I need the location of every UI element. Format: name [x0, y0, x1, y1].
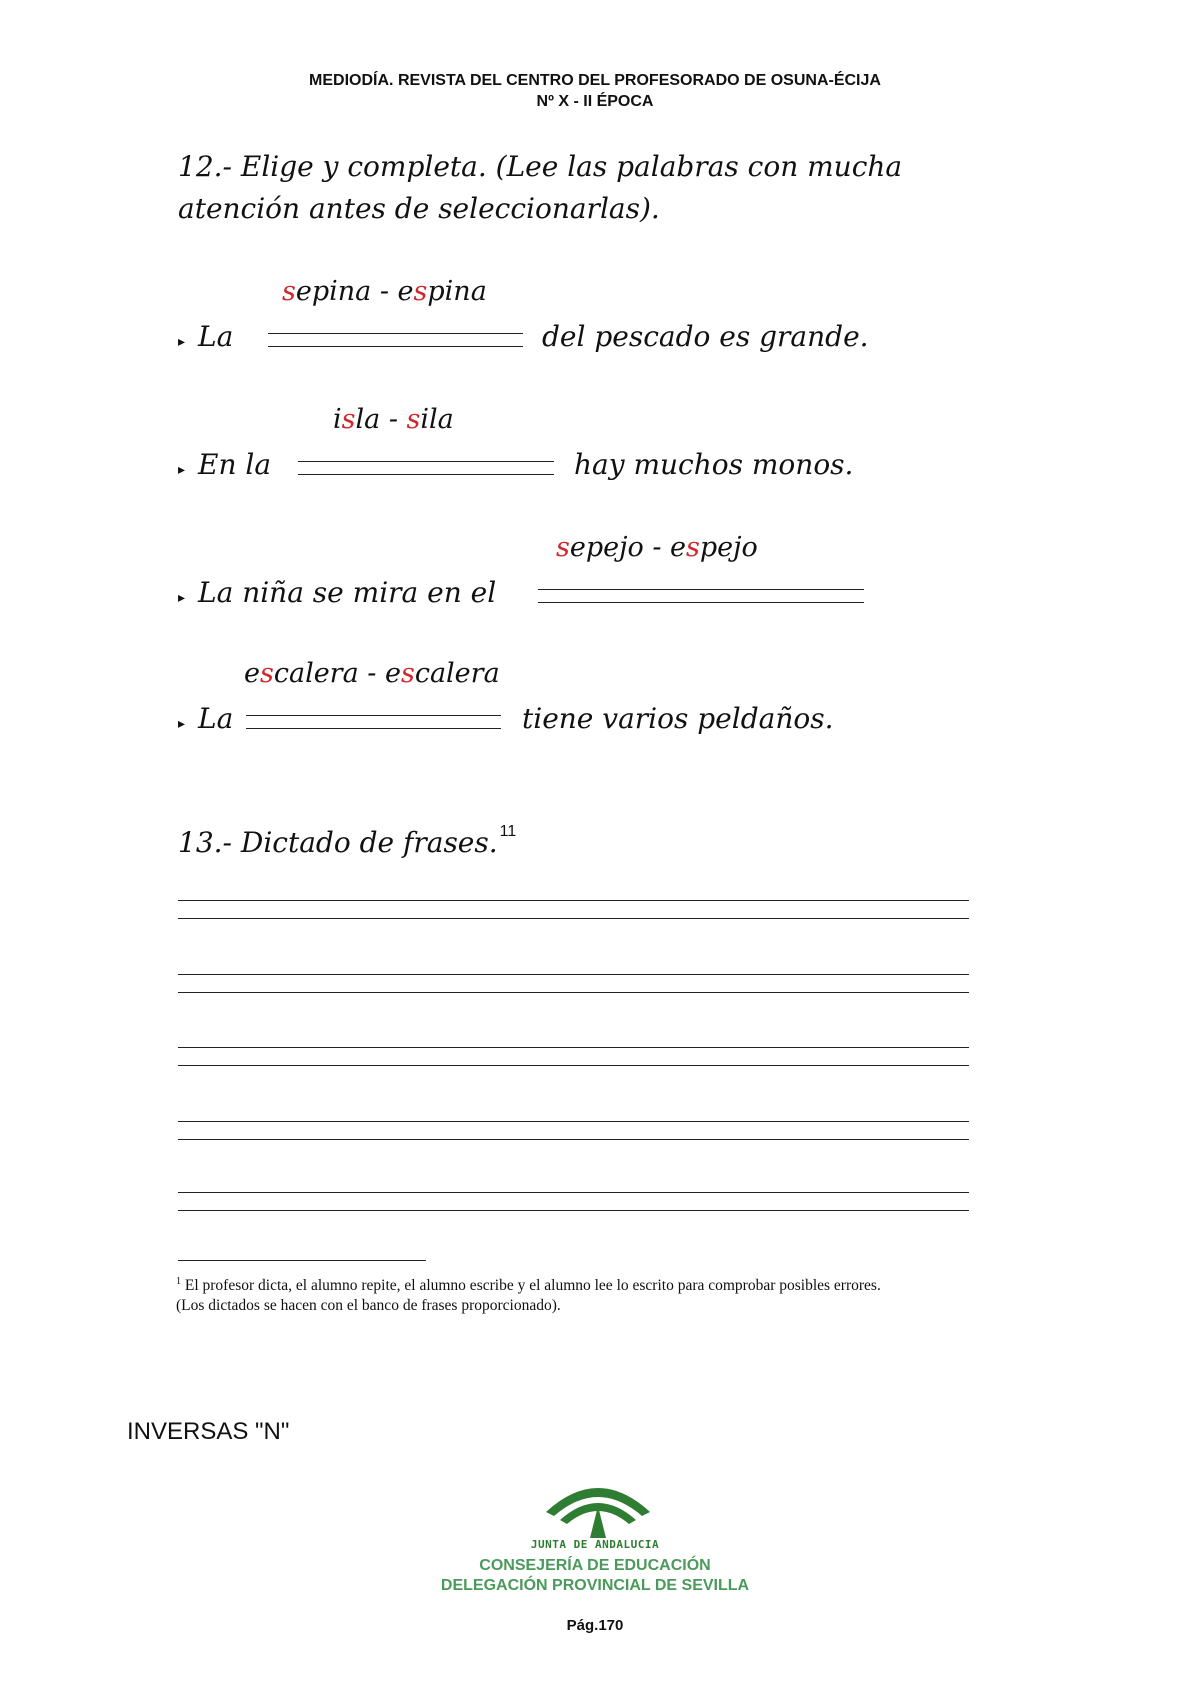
section-label: INVERSAS "N": [127, 1418, 290, 1445]
choice-b: e: [670, 532, 687, 563]
issue-label: Nº X - II ÉPOCA: [536, 93, 654, 110]
writing-line[interactable]: [178, 974, 969, 993]
word-choices: [244, 658, 500, 689]
page-number: Pág.170: [566, 1617, 624, 1634]
answer-line[interactable]: [538, 589, 864, 603]
footnote-divider: [178, 1260, 426, 1261]
writing-line[interactable]: [178, 900, 969, 919]
footnote-text: El profesor dicta, el alumno repite, el alumno escribe y el alumno lee lo escrito para comprobar posibles errores. (Los dictados se hacen con el banco de frases proporcionado).: [176, 1277, 881, 1315]
writing-line[interactable]: [178, 1192, 969, 1211]
choice-a: e: [244, 658, 260, 689]
choice-a: i: [333, 404, 342, 435]
bullet-icon: ▸: [178, 589, 186, 605]
writing-line[interactable]: [178, 1047, 969, 1066]
answer-line[interactable]: [298, 461, 554, 475]
footnote-reference: 11: [499, 823, 517, 840]
answer-line[interactable]: [268, 333, 523, 347]
choice-a: epejo: [569, 532, 644, 563]
writing-line[interactable]: [178, 1121, 969, 1140]
sentence-start: La niña se mira en el: [198, 576, 497, 609]
footnote-marker: 1: [176, 1276, 181, 1287]
highlight-letter: s: [686, 532, 700, 563]
choice-separator: -: [643, 532, 671, 563]
bullet-icon: ▸: [178, 715, 186, 731]
footnote: [176, 1272, 896, 1316]
word-choices: [556, 532, 758, 563]
sentence-end: tiene varios peldaños.: [522, 702, 834, 735]
choice-b: e: [384, 658, 401, 689]
highlight-letter: s: [259, 658, 274, 689]
sentence-start: La: [198, 320, 234, 353]
highlight-letter: s: [400, 658, 415, 689]
answer-line[interactable]: [246, 715, 501, 729]
word-choices: [282, 276, 487, 307]
choice-a: la: [355, 404, 381, 435]
highlight-letter: s: [341, 404, 356, 435]
exercise-12-title: 12.- Elige y completa. (Lee las palabras con mucha: [178, 150, 903, 183]
highlight-letter: s: [282, 276, 296, 307]
exercise-12-title-continued: atención antes de seleccionarlas).: [178, 192, 660, 225]
choice-b: ila: [420, 404, 454, 435]
choice-separator: -: [380, 404, 407, 435]
sentence-start: En la: [198, 448, 272, 481]
choice-separator: -: [371, 276, 398, 307]
bullet-icon: ▸: [178, 461, 186, 477]
exercise-13-title-text: 13.- Dictado de frases.: [178, 826, 498, 859]
choice-a: calera: [273, 658, 359, 689]
choice-a: epina: [295, 276, 372, 307]
choice-separator: -: [358, 658, 385, 689]
choice-b: e: [397, 276, 414, 307]
choice-b: calera: [414, 658, 500, 689]
exercise-13-title: [178, 823, 517, 859]
choice-b: pejo: [699, 532, 758, 563]
logo-caption: JUNTA DE ANDALUCIA: [530, 1538, 660, 1551]
org-line-1: CONSEJERÍA DE EDUCACIÓN: [479, 1557, 711, 1574]
word-choices: [333, 404, 454, 435]
highlight-letter: s: [413, 276, 428, 307]
page-header: [0, 70, 1190, 112]
highlight-letter: s: [406, 404, 421, 435]
highlight-letter: s: [556, 532, 570, 563]
sentence-end: del pescado es grande.: [542, 320, 869, 353]
journal-title: MEDIODÍA. REVISTA DEL CENTRO DEL PROFESORADO DE OSUNA-ÉCIJA: [309, 72, 881, 89]
sentence-start: La: [198, 702, 234, 735]
org-line-2: DELEGACIÓN PROVINCIAL DE SEVILLA: [440, 1577, 750, 1594]
sentence-end: hay muchos monos.: [574, 448, 854, 481]
choice-b: pina: [427, 276, 487, 307]
bullet-icon: ▸: [178, 333, 186, 349]
organization-name: [0, 1556, 1190, 1596]
